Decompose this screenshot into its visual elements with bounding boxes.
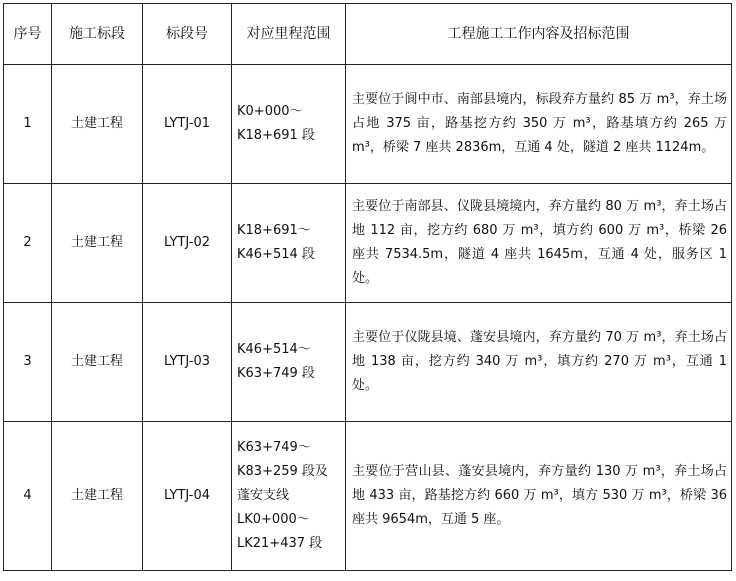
mileage-line: K46+514～ <box>237 342 311 357</box>
mileage-line: K0+000～ <box>237 104 303 119</box>
work-scope-text: 主要位于南部县、仪陇县境境内，弃方量约 80 万 m³，弃土场占地 112 亩，挖方约 680 万 m³，填方约 600 万 m³，桥梁 26 座共 7534.5m，隧道 4 座共 1645m，互通 4 处，服务区 1 处。 <box>352 199 727 286</box>
work-scope-cell <box>346 65 732 184</box>
table-row <box>4 303 732 422</box>
mileage-line: K18+691～ <box>237 223 311 238</box>
mileage-line: K63+749～ <box>237 440 311 455</box>
section-type-cell: 土建工程 <box>52 184 143 303</box>
section-type-cell: 土建工程 <box>52 422 143 571</box>
serial-no-cell: 1 <box>4 65 52 184</box>
mileage-line: K46+514 段 <box>237 247 315 262</box>
work-scope-text: 主要位于阆中市、南部县境内，标段弃方量约 85 万 m³，弃土场占地 375 亩，路基挖方约 350 万 m³，路基填方约 265 万 m³，桥梁 7 座共 2836m，互通 4 处，隧道 2 座共 1124m。 <box>352 92 727 155</box>
mileage-range-cell <box>232 184 346 303</box>
table-row <box>4 65 732 184</box>
table-row <box>4 184 732 303</box>
mileage-line: K63+749 段 <box>237 366 315 381</box>
table-body <box>4 65 732 571</box>
section-code-cell: LYTJ-01 <box>143 65 232 184</box>
header-construction-section: 施工标段 <box>52 4 143 65</box>
table-header <box>4 4 732 65</box>
header-row <box>4 4 732 65</box>
header-section-code: 标段号 <box>143 4 232 65</box>
section-code-cell: LYTJ-03 <box>143 303 232 422</box>
header-work-scope: 工程施工工作内容及招标范围 <box>346 4 732 65</box>
header-mileage-range: 对应里程范围 <box>232 4 346 65</box>
serial-no-cell: 2 <box>4 184 52 303</box>
section-type-cell: 土建工程 <box>52 303 143 422</box>
work-scope-cell <box>346 422 732 571</box>
serial-no-cell: 3 <box>4 303 52 422</box>
work-scope-text: 主要位于营山县、蓬安县境内，弃方量约 130 万 m³，弃土场占地 433 亩，路基挖方约 660 万 m³，填方 530 万 m³，桥梁 36 座共 9654m，互通 5 座。 <box>352 464 727 527</box>
mileage-range-cell <box>232 65 346 184</box>
header-serial-no: 序号 <box>4 4 52 65</box>
mileage-line: K18+691 段 <box>237 128 315 143</box>
work-scope-cell <box>346 303 732 422</box>
serial-no-cell: 4 <box>4 422 52 571</box>
section-code-cell: LYTJ-04 <box>143 422 232 571</box>
mileage-line: LK21+437 段 <box>237 536 323 551</box>
section-code-cell: LYTJ-02 <box>143 184 232 303</box>
table-row <box>4 422 732 571</box>
work-scope-text: 主要位于仪陇县境、蓬安县境内，弃方量约 70 万 m³，弃土场占地 138 亩，挖方约 340 万 m³，填方约 270 万 m³，互通 1 处。 <box>352 330 727 393</box>
mileage-line: K83+259 段及 <box>237 464 328 479</box>
mileage-line: 蓬安支线 <box>237 488 290 503</box>
section-type-cell: 土建工程 <box>52 65 143 184</box>
mileage-line: LK0+000～ <box>237 512 310 527</box>
mileage-range-cell <box>232 422 346 571</box>
mileage-range-cell <box>232 303 346 422</box>
bid-section-table <box>3 3 732 571</box>
work-scope-cell <box>346 184 732 303</box>
